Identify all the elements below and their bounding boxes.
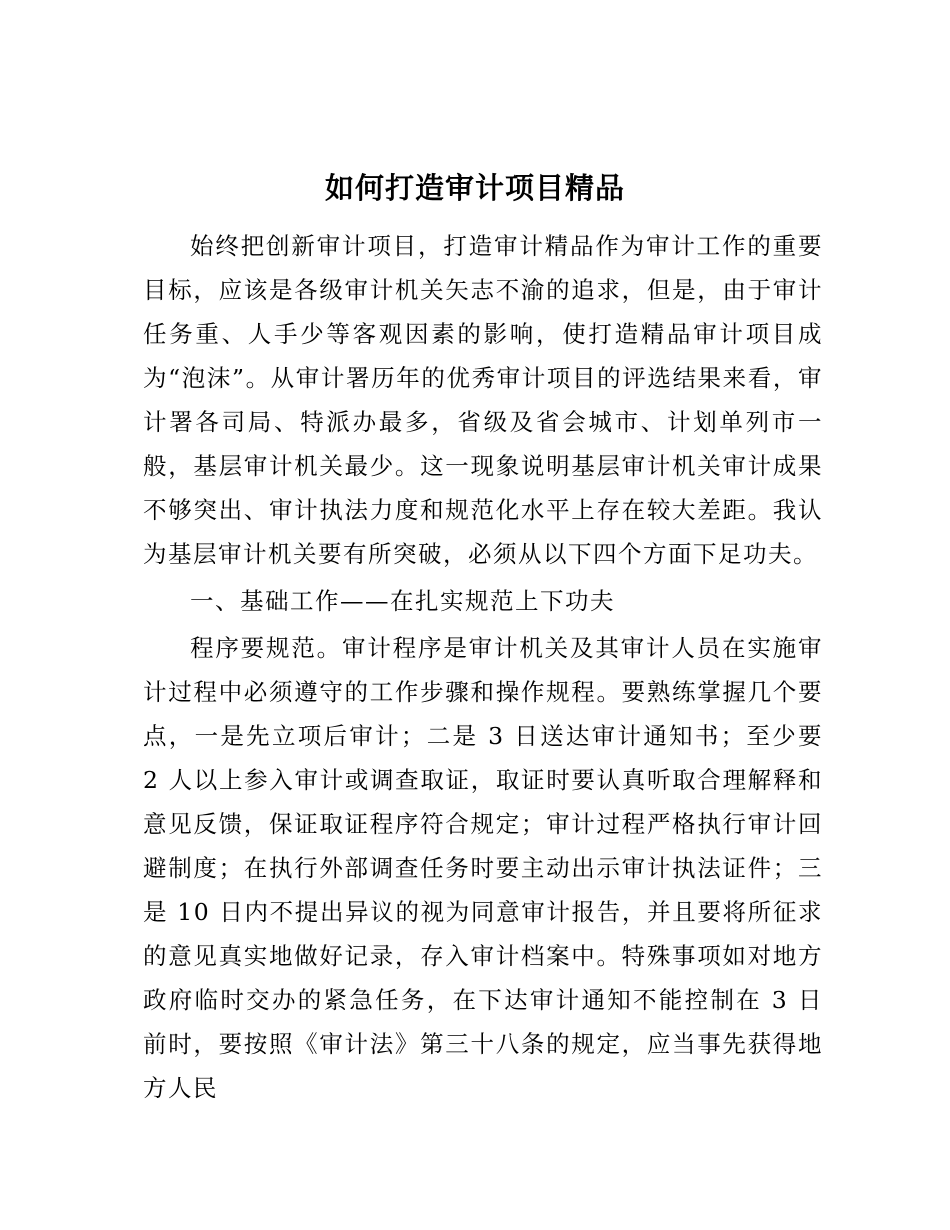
section-heading: 一、基础工作——在扎实规范上下功夫 [190, 587, 615, 615]
procedure-paragraph: 程序要规范。审计程序是审计机关及其审计人员在实施审计过程中必须遵守的工作步骤和操作规程。要熟练掌握几个要点，一是先立项后审计；二是 3 日送达审计通知书；至少要 2 人以上参入审计或调查取证，取证时要认真听取合理解释和意见反馈，保证取证程序符合规定；审计过程严格执行审计回避制度；在执行外部调查任务时要主动出示审计执法证件；三是 10 日内不提出异议的视为同意审计报告，并且要将所征求的意见真实地做好记录，存入审计档案中。特殊事项如对地方政府临时交办的紧急任务，在下达审计通知不能控制在 3 日前时，要按照《审计法》第三十八条的规定，应当事先获得地方人民 [143, 634, 823, 1102]
intro-paragraph: 始终把创新审计项目，打造审计精品作为审计工作的重要目标，应该是各级审计机关矢志不渝的追求，但是，由于审计任务重、人手少等客观因素的影响，使打造精品审计项目成为“泡沫”。从审计署历年的优秀审计项目的评选结果来看，审计署各司局、特派办最多，省级及省会城市、计划单列市一般，基层审计机关最少。这一现象说明基层审计机关审计成果不够突出、审计执法力度和规范化水平上存在较大差距。我认为基层审计机关要有所突破，必须从以下四个方面下足功夫。 [143, 232, 823, 568]
document-title: 如何打造审计项目精品 [324, 171, 625, 205]
document-body [143, 224, 823, 1110]
